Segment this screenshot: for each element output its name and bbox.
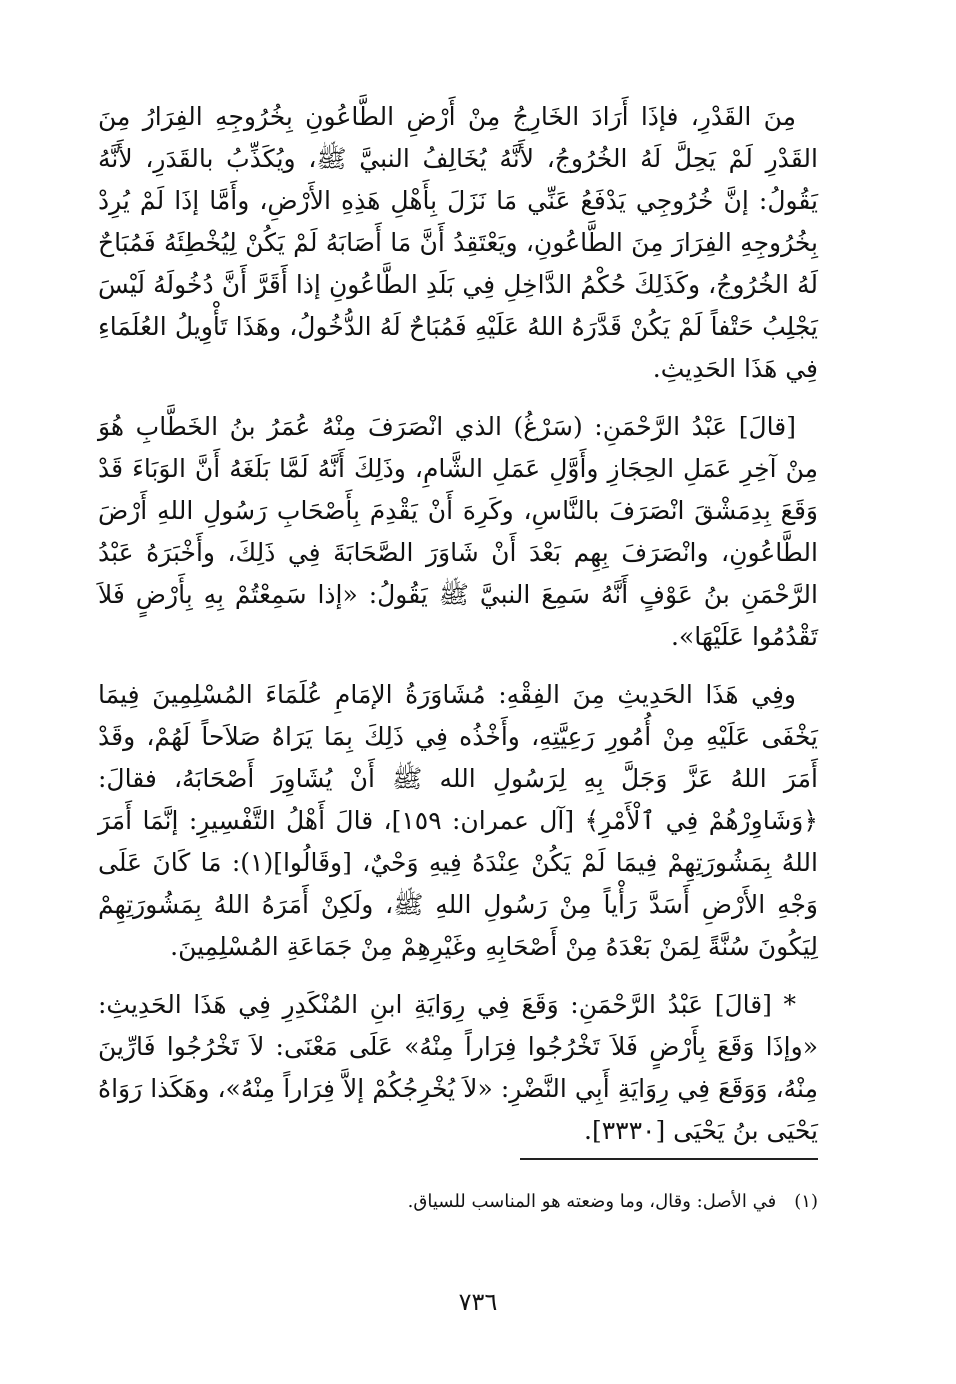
paragraph-2: [قالَ] عَبْدُ الرَّحْمَنِ: (سَرْغُ) الذي انْصَرَفَ مِنْهُ عُمَرُ بنُ الخَطَّابِ هُوَ مِنْ آخِرِ عَمَلِ الحِجَازِ وأَوَّلِ عَمَلِ الشَّامِ، وذَلِكَ أَنَّهُ لَمَّا بَلَغَهُ أَنَّ الوَبَاءَ قَدْ وَقَعَ بِدِمَشْقَ انْصَرَفَ بالنَّاسِ، وكَرِهَ أَنْ يَقْدِمَ بِأَصْحَابِ رَسُولِ اللهِ أَرْضَ الطَّاعُونِ، وانْصَرَفَ بِهِم بَعْدَ أَنْ شَاوَرَ الصَّحَابَةَ فِي ذَلِكَ، وأَخْبَرَهُ عَبْدُ الرَّحْمَنِ بنُ عَوْفٍ أَنَّهُ سَمِعَ النبيَّ ﷺ يَقُولُ: «إذا سَمِعْتُمْ بِهِ بِأَرْضٍ فَلاَ تَقْدُمُوا عَلَيْهَا».	[98, 412, 818, 651]
paragraph-1: مِنَ القَدْرِ، فإذَا أَرَادَ الخَارِجُ مِنْ أَرْضِ الطَّاعُونِ بِخُرُوجِهِ الفِرَارُ مِنَ القَدْرِ لَمْ يَحِلَّ لَهُ الخُرُوجُ، لأَنَّهُ يُخَالِفُ النبيَّ ﷺ، ويُكَذِّبُ بالقَدَرِ، لأَنَّهُ يَقُولُ: إنَّ خُرُوجِي يَدْفَعُ عَنِّي مَا نَزَلَ بِأَهْلِ هَذِهِ الأَرْضِ، وأَمَّا إذَا لَمْ يُرِدْ بِخُرُوجِهِ الفِرَارَ مِنَ الطَّاعُونِ، ويَعْتَقِدُ أَنَّ مَا أَصَابَهُ لَمْ يَكُنْ لِيُخْطِئَهُ فَمُبَاحٌ لَهُ الخُرُوجُ، وكَذَلِكَ حُكْمُ الدَّاخِلِ فِي بَلَدِ الطَّاعُونِ إذا أَقَرَّ أَنَّ دُخُولَهُ لَيْسَ يَجْلِبُ حَتْفاً لَمْ يَكُنْ قَدَّرَهُ اللهُ عَلَيْهِ فَمُبَاحٌ لَهُ الدُّخُولُ، وهَذَا تَأْوِيلُ العُلَمَاءِ فِي هَذَا الحَدِيثِ.	[98, 102, 818, 383]
footnote-divider	[520, 1158, 818, 1160]
paragraph-3: وفِي هَذَا الحَدِيثِ مِنَ الفِقْهِ: مُشَاوَرَةُ الإمَامِ عُلَمَاءَ المُسْلِمِينَ فِيمَا يَخْفَى عَلَيْهِ مِنْ أُمُورِ رَعِيَّتِهِ، وأَخْذُه فِي ذَلِكَ بِمَا يَرَاهُ صَلاَحاً لَهُمْ، وقَدْ أَمَرَ اللهُ عَزَّ وَجَلَّ بِهِ لِرَسُولِ الله ﷺ أَنْ يُشَاوِرَ أَصْحَابَهُ، فقالَ: ﴿وَشَاوِرْهُمْ فِي ٱلْأَمْرِ﴾ [آل عمران: ١٥٩]، قالَ أَهْلُ التَّفْسِيرِ: إنَّمَا أَمَرَ اللهُ بِمَشُورَتِهِمْ فِيمَا لَمْ يَكُنْ عِنْدَهُ فِيهِ وَحْيٌ، [وقَالُوا](١): مَا كَانَ عَلَى وَجْهِ الأَرْضِ أَسَدَّ رَأْياً مِنْ رَسُولِ اللهِ ﷺ، ولَكِنْ أَمَرَهُ اللهُ بِمَشُورَتِهِمْ لِيَكُونَ سُنَّةً لِمَنْ بَعْدَهُ مِنْ أَصْحَابِهِ وغَيْرِهِمْ مِنْ جَمَاعَةِ المُسْلِمِينَ.	[98, 680, 818, 961]
footnote-number: (١)	[794, 1191, 818, 1212]
paragraph-4: * [قالَ] عَبْدُ الرَّحْمَنِ: وَقَعَ فِي رِوَايَةِ ابنِ المُنْكَدِرِ فِي هَذَا الحَدِيثِ: «وإذَا وَقَعَ بِأَرْضٍ فَلاَ تَخْرُجُوا فِرَاراً مِنْهُ» عَلَى مَعْنَى: لاَ تَخْرُجُوا فَارِّينَ مِنْهُ، وَوَقَعَ فِي رِوَايَةِ أَبِي النَّضْرِ: «لاَ يُخْرِجُكُمْ إلاَّ فِرَاراً مِنْهُ»، وهَكَذا رَوَاهُ يَحْيَى بنُ يَحْيَى [٣٣٣٠].	[98, 990, 818, 1145]
footnote	[98, 1188, 818, 1216]
main-text	[98, 96, 818, 1168]
page-number: ٧٣٦	[458, 1288, 498, 1316]
footnote-text: في الأصل: وقال، وما وضعته هو المناسب للسياق.	[407, 1191, 777, 1212]
